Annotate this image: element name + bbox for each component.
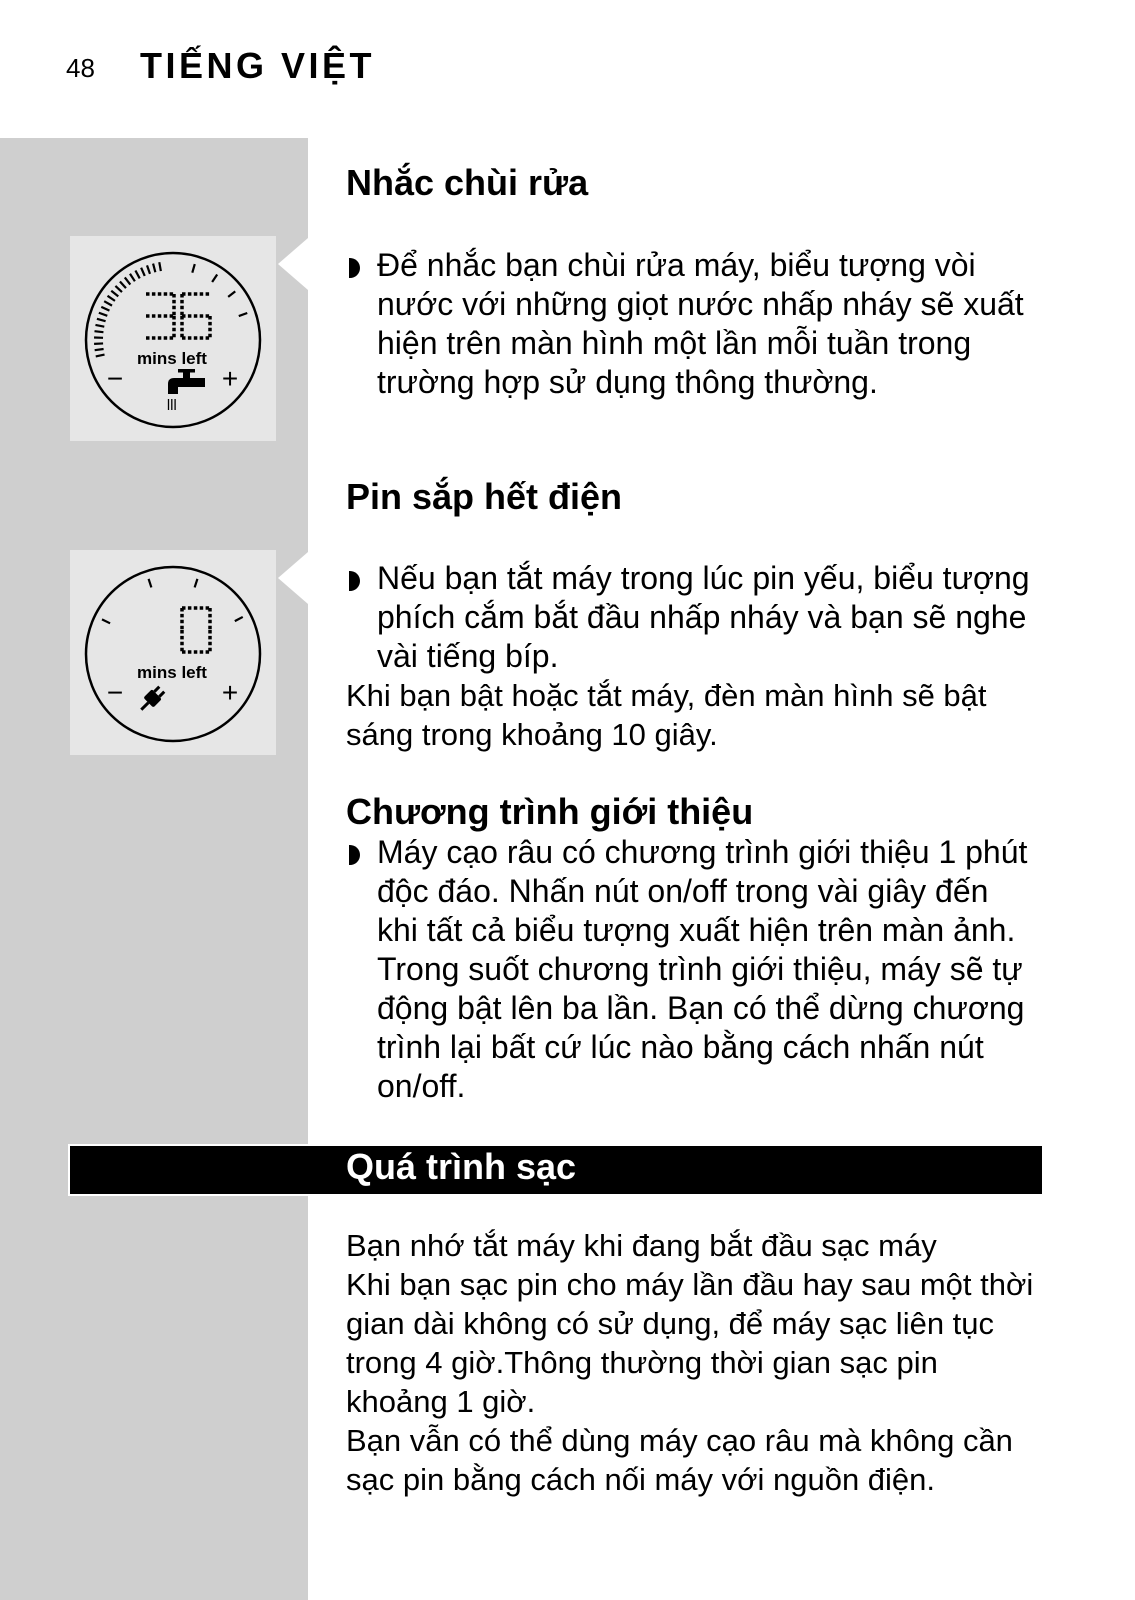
dial-tick — [97, 319, 106, 321]
text-line: độc đáo. Nhấn nút on/off trong vài giây đến — [377, 873, 989, 909]
section-title-rinse-reminder: Nhắc chùi rửa — [346, 162, 589, 203]
plus-symbol: + — [221, 363, 239, 394]
page-number: 48 — [66, 53, 95, 83]
dial-tick — [192, 264, 194, 273]
bullet-icon — [349, 845, 360, 865]
dial-tick — [235, 617, 243, 621]
language-title: TIẾNG VIỆT — [140, 45, 376, 86]
dial-ring — [86, 253, 260, 427]
text-line: on/off. — [377, 1068, 466, 1104]
dial-tick — [102, 619, 110, 623]
battery-low-text — [377, 559, 1030, 676]
text-line: Trong suốt chương trình giới thiệu, máy sẽ tự — [377, 951, 1023, 987]
text-line: trường hợp sử dụng thông thường. — [377, 364, 878, 400]
minus-symbol: − — [106, 677, 124, 708]
text-line: Khi bạn sạc pin cho máy lần đầu hay sau một thời — [346, 1267, 1034, 1302]
section-bar-charging — [70, 1146, 1042, 1194]
dial-ticks — [94, 262, 247, 356]
text-line: sáng trong khoảng 10 giây. — [346, 717, 718, 752]
dial-tick — [115, 286, 122, 292]
text-line: trong 4 giờ.Thông thường thời gian sạc pin — [346, 1345, 938, 1380]
digit-readout — [182, 608, 210, 652]
battery-low-note — [346, 676, 987, 754]
text-line: Máy cạo râu có chương trình giới thiệu 1 phút — [377, 834, 1028, 870]
text-line: trình lại bất cứ lúc nào bằng cách nhấn nút — [377, 1029, 984, 1065]
dial-tick — [135, 271, 139, 279]
dial-tick — [120, 281, 126, 288]
text-line: khoảng 1 giờ. — [346, 1384, 536, 1419]
demo-mode-text — [377, 833, 1027, 1106]
bullet-icon — [349, 258, 360, 278]
dial-ring — [86, 567, 260, 741]
bullet-icon — [349, 571, 360, 591]
rinse-display — [70, 236, 276, 441]
text-line: khi tất cả biểu tượng xuất hiện trên màn ảnh. — [377, 912, 1016, 948]
dial-tick — [149, 579, 152, 588]
text-line: Nếu bạn tắt máy trong lúc pin yếu, biểu tượng — [377, 560, 1030, 596]
rinse-reminder-text — [377, 246, 1024, 402]
battery-display — [70, 550, 276, 755]
dial-ticks — [102, 579, 243, 623]
dial-tick — [159, 262, 161, 271]
battery-display-panel — [70, 550, 276, 755]
text-line: Khi bạn bật hoặc tắt máy, đèn màn hình sẽ bật — [346, 678, 987, 713]
plus-symbol: + — [221, 677, 239, 708]
dial-tick — [108, 296, 115, 301]
dial-tick — [195, 579, 198, 588]
charging-text — [346, 1226, 1033, 1499]
text-line: động bật lên ba lần. Bạn có thể dừng chương — [377, 990, 1025, 1026]
pointer-notch — [276, 238, 308, 290]
text-line: hiện trên màn hình một lần mỗi tuần trong — [377, 325, 972, 361]
section-title-battery-low: Pin sắp hết điện — [346, 476, 623, 517]
faucet-icon — [168, 369, 205, 394]
dial-tick — [94, 331, 103, 332]
text-line: sạc pin bằng cách nối máy với nguồn điện. — [346, 1462, 936, 1497]
text-line: nước với những giọt nước nhấp nháy sẽ xuất — [377, 286, 1024, 322]
dial-tick — [95, 349, 104, 350]
mins-left-label: mins left — [137, 663, 207, 682]
text-line: gian dài không có sử dụng, để máy sạc liên tục — [346, 1306, 995, 1341]
dial-tick — [228, 291, 235, 297]
section-title-charging: Quá trình sạc — [346, 1146, 577, 1187]
dial-tick — [101, 307, 109, 311]
water-drops-icon — [169, 399, 176, 410]
digit-readout — [146, 294, 210, 338]
dial-tick — [239, 313, 247, 316]
text-line: Bạn vẫn có thể dùng máy cạo râu mà không cần — [346, 1423, 1013, 1458]
text-line: Để nhắc bạn chùi rửa máy, biểu tượng vòi — [377, 247, 976, 283]
text-line: Bạn nhớ tắt máy khi đang bắt đầu sạc máy — [346, 1228, 937, 1263]
dial-tick — [212, 275, 217, 282]
dial-tick — [130, 274, 135, 282]
dial-tick — [111, 291, 118, 297]
dial-tick — [99, 313, 107, 316]
dial-tick — [141, 268, 145, 276]
dial-tick — [104, 301, 112, 305]
dial-tick — [95, 325, 104, 327]
minus-symbol: − — [106, 363, 124, 394]
dial-tick — [125, 277, 130, 284]
plug-icon — [136, 684, 166, 714]
dial-tick — [153, 264, 155, 273]
pointer-notch — [276, 552, 308, 604]
rinse-display-panel — [70, 236, 276, 441]
dial-tick — [147, 265, 150, 273]
dial-tick — [96, 355, 105, 357]
text-line: phích cắm bắt đầu nhấp nháy và bạn sẽ nghe — [377, 599, 1027, 635]
section-title-demo-mode: Chương trình giới thiệu — [346, 791, 754, 832]
mins-left-label: mins left — [137, 349, 207, 368]
text-line: vài tiếng bíp. — [377, 638, 559, 674]
